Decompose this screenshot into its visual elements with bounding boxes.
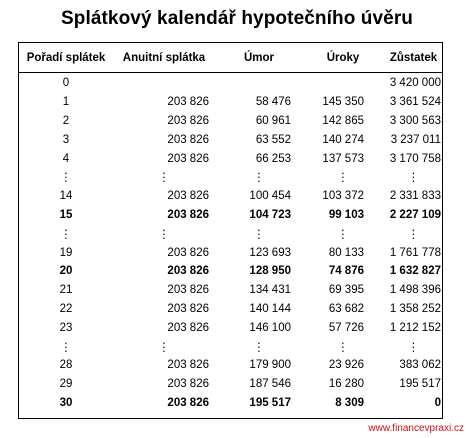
cell-interest: 63 682 xyxy=(328,302,364,315)
cell-principal: ⋮ xyxy=(253,172,265,185)
cell-principal: 60 961 xyxy=(255,114,291,127)
amortization-table xyxy=(18,42,443,419)
cell-annuity-payment: 203 826 xyxy=(167,114,209,127)
cell-interest: ⋮ xyxy=(337,228,349,241)
table-row xyxy=(19,112,442,131)
table-row xyxy=(19,394,442,413)
cell-balance: 0 xyxy=(434,396,441,409)
cell-interest: 74 876 xyxy=(328,265,364,278)
table-row xyxy=(19,224,442,243)
cell-principal: 100 454 xyxy=(249,190,291,203)
cell-balance: 3 237 011 xyxy=(390,133,441,146)
cell-installment-no: 0 xyxy=(62,77,70,90)
cell-principal: 66 253 xyxy=(255,152,291,165)
cell-installment-no: 1 xyxy=(62,96,70,109)
cell-principal: 58 476 xyxy=(255,96,291,109)
cell-interest: 57 726 xyxy=(328,321,364,334)
header-balance: Zůstatek xyxy=(389,51,438,64)
cell-interest: 23 926 xyxy=(328,359,364,372)
cell-balance: 1 212 152 xyxy=(389,321,441,334)
cell-interest: 99 103 xyxy=(328,208,364,221)
cell-principal: ⋮ xyxy=(253,341,265,354)
cell-annuity-payment: 203 826 xyxy=(167,302,209,315)
cell-annuity-payment: 203 826 xyxy=(167,321,209,334)
table-row xyxy=(19,375,442,394)
cell-balance: 3 420 000 xyxy=(389,77,441,90)
header-annuity-payment: Anuitní splátka xyxy=(122,51,206,64)
cell-interest: ⋮ xyxy=(337,172,349,185)
cell-annuity-payment xyxy=(113,74,215,93)
cell-annuity-payment: 203 826 xyxy=(167,152,209,165)
cell-interest: 137 573 xyxy=(322,152,364,165)
cell-installment-no: 14 xyxy=(59,190,73,203)
cell-annuity-payment: 203 826 xyxy=(167,208,209,221)
cell-installment-no: 22 xyxy=(59,302,73,315)
cell-principal: 195 517 xyxy=(249,396,291,409)
cell-installment-no: ⋮ xyxy=(60,341,72,354)
cell-installment-no: 28 xyxy=(59,359,73,372)
table-row xyxy=(19,168,442,187)
cell-balance: 1 761 778 xyxy=(389,246,441,259)
cell-installment-no: 15 xyxy=(59,208,73,221)
table-row xyxy=(19,93,442,112)
cell-interest: 145 350 xyxy=(322,96,364,109)
table-row xyxy=(19,149,442,168)
cell-interest: ⋮ xyxy=(337,341,349,354)
cell-annuity-payment: 203 826 xyxy=(167,359,209,372)
cell-principal: 134 431 xyxy=(249,284,291,297)
cell-balance: 383 062 xyxy=(399,359,441,372)
cell-balance: 3 300 563 xyxy=(389,114,441,127)
cell-balance: 1 358 252 xyxy=(389,302,441,315)
table-row xyxy=(19,337,442,356)
table-row xyxy=(19,243,442,262)
cell-balance: ⋮ xyxy=(407,172,420,185)
header-principal: Úmor xyxy=(243,51,275,64)
cell-installment-no: 29 xyxy=(59,378,73,391)
cell-installment-no: 23 xyxy=(59,321,73,334)
cell-interest: 142 865 xyxy=(322,114,364,127)
cell-interest: 140 274 xyxy=(322,133,364,146)
cell-interest: 8 309 xyxy=(335,396,364,409)
cell-principal: 104 723 xyxy=(249,208,291,221)
cell-principal: 140 144 xyxy=(249,302,291,315)
cell-principal: 187 546 xyxy=(249,378,291,391)
table-header xyxy=(19,43,442,73)
source-credit: www.financevpraxi.cz xyxy=(368,423,464,434)
table-row xyxy=(19,318,442,337)
cell-installment-no: 4 xyxy=(62,152,70,165)
cell-annuity-payment: 203 826 xyxy=(167,133,209,146)
cell-annuity-payment: 203 826 xyxy=(167,284,209,297)
cell-balance: 3 170 758 xyxy=(389,152,441,165)
cell-installment-no: 21 xyxy=(59,284,73,297)
header-interest: Úroky xyxy=(326,51,360,64)
table-row xyxy=(19,74,442,93)
cell-interest xyxy=(303,74,383,93)
table-row xyxy=(19,300,442,319)
cell-annuity-payment: ⋮ xyxy=(158,228,170,241)
cell-installment-no: 20 xyxy=(59,265,73,278)
cell-balance: 2 331 833 xyxy=(389,190,441,203)
cell-interest: 69 395 xyxy=(328,284,364,297)
cell-installment-no: 30 xyxy=(59,396,73,409)
cell-principal: 63 552 xyxy=(255,133,291,146)
cell-balance: ⋮ xyxy=(407,341,420,354)
table-row xyxy=(19,281,442,300)
cell-balance: 2 227 109 xyxy=(389,208,441,221)
cell-installment-no: 2 xyxy=(62,114,70,127)
cell-principal: 128 950 xyxy=(249,265,291,278)
cell-interest: 80 133 xyxy=(328,246,364,259)
cell-installment-no: ⋮ xyxy=(60,228,72,241)
cell-interest: 103 372 xyxy=(322,190,364,203)
cell-principal: 146 100 xyxy=(249,321,291,334)
cell-interest: 16 280 xyxy=(328,378,364,391)
cell-principal: 123 693 xyxy=(249,246,291,259)
cell-balance: 1 498 396 xyxy=(389,284,441,297)
cell-annuity-payment: 203 826 xyxy=(167,190,209,203)
page-title: Splátkový kalendář hypotečního úvěru xyxy=(60,8,414,29)
header-installment-no: Pořadí splátek xyxy=(26,51,106,64)
cell-annuity-payment: ⋮ xyxy=(158,172,170,185)
cell-annuity-payment: 203 826 xyxy=(167,96,209,109)
cell-installment-no: ⋮ xyxy=(60,172,72,185)
cell-annuity-payment: ⋮ xyxy=(158,341,170,354)
cell-balance: 195 517 xyxy=(399,378,441,391)
table-row xyxy=(19,130,442,149)
cell-balance: ⋮ xyxy=(407,228,420,241)
cell-principal: 179 900 xyxy=(249,359,291,372)
cell-annuity-payment: 203 826 xyxy=(167,246,209,259)
cell-installment-no: 3 xyxy=(62,133,70,146)
cell-balance: 1 632 827 xyxy=(389,265,441,278)
cell-installment-no: 19 xyxy=(59,246,73,259)
cell-principal: ⋮ xyxy=(253,228,265,241)
table-row xyxy=(19,262,442,281)
cell-annuity-payment: 203 826 xyxy=(167,265,209,278)
cell-principal xyxy=(215,74,303,93)
cell-annuity-payment: 203 826 xyxy=(167,378,209,391)
table-row xyxy=(19,206,442,225)
cell-balance: 3 361 524 xyxy=(389,96,441,109)
table-row xyxy=(19,356,442,375)
table-row xyxy=(19,187,442,206)
cell-annuity-payment: 203 826 xyxy=(167,396,209,409)
table-body xyxy=(19,74,442,412)
